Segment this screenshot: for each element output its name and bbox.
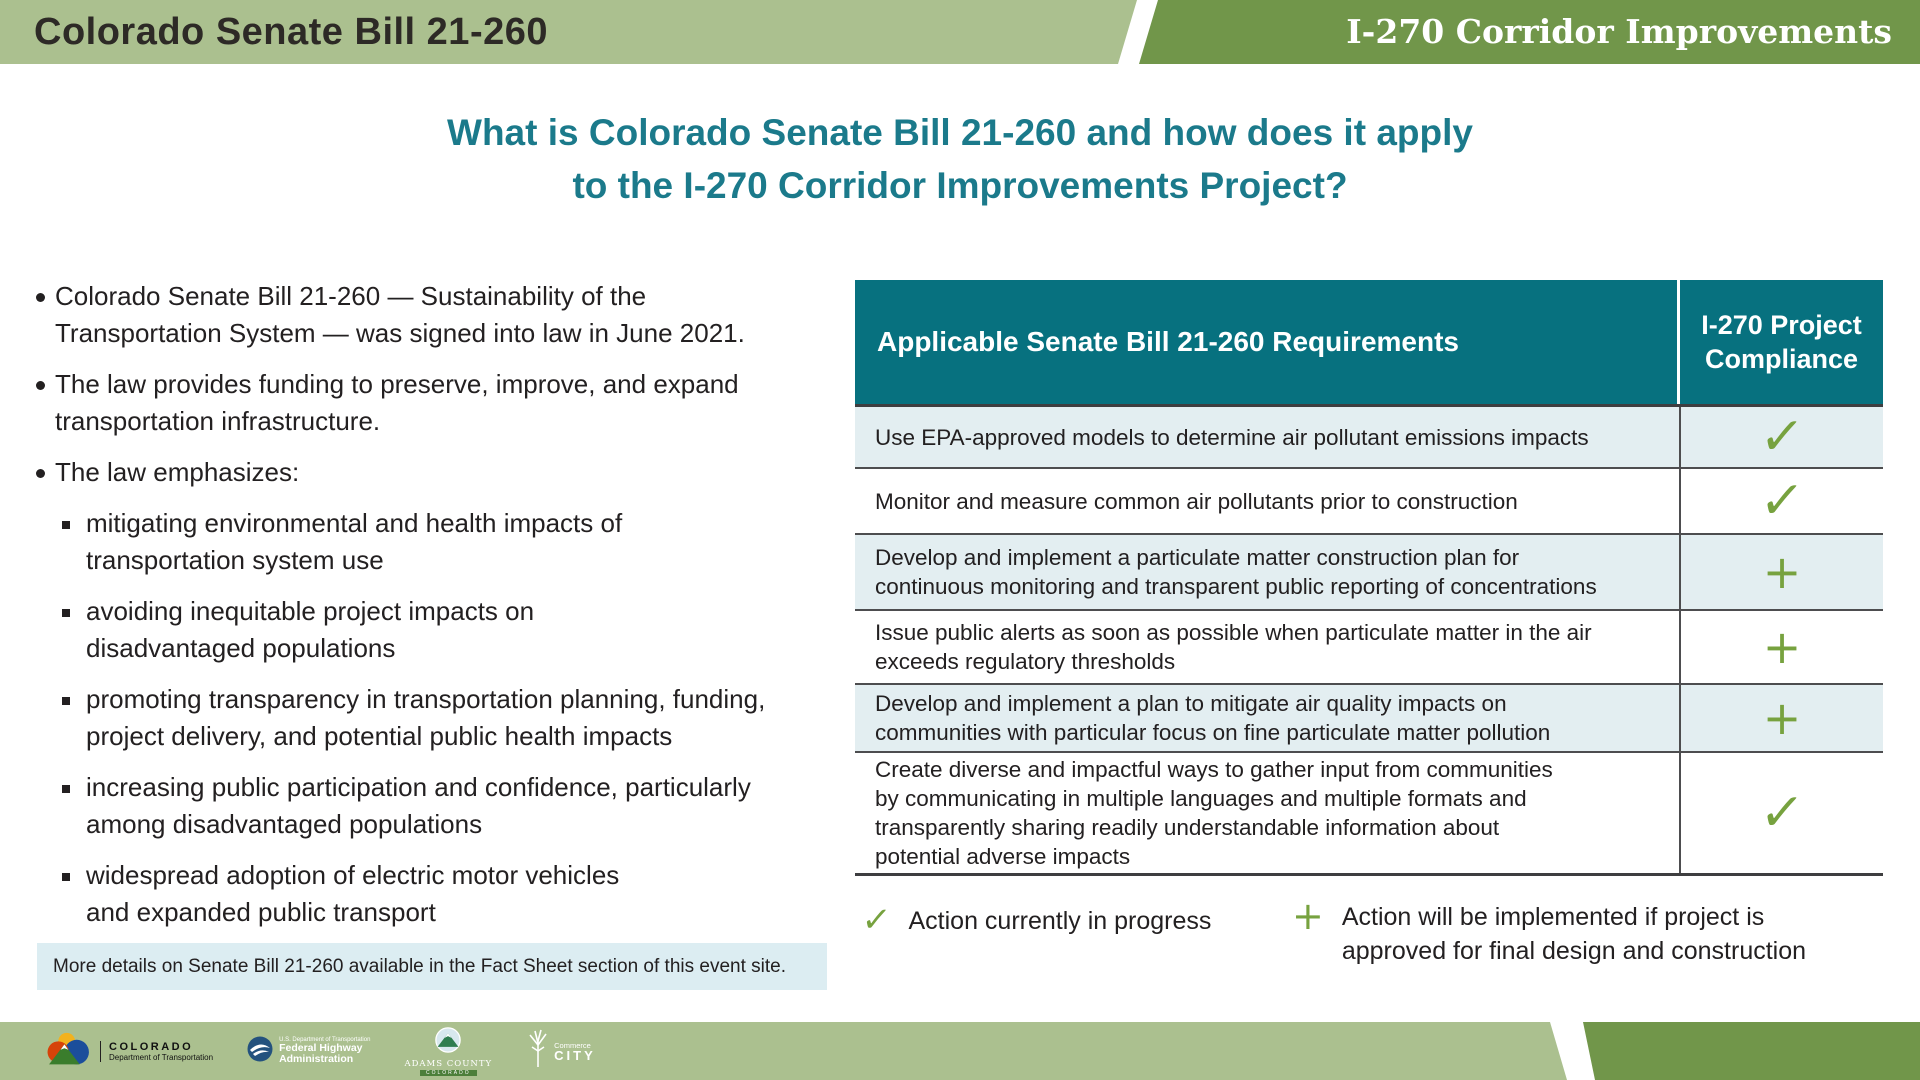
requirement-cell: [855, 753, 1681, 873]
legend-check: [859, 900, 1212, 940]
commerce-city-logo: [526, 1029, 596, 1074]
bullet-text: avoiding inequitable project impacts on: [86, 596, 535, 626]
requirement-text: Develop and implement a particulate matter construction plan for: [875, 545, 1520, 570]
bullet-item: [30, 366, 840, 440]
bullet-text: and expanded public transport: [86, 897, 436, 927]
plus-icon: +: [1762, 620, 1802, 674]
footer-band: [0, 1022, 1920, 1080]
table-header-requirements: Applicable Senate Bill 21-260 Requirements: [855, 280, 1680, 404]
bullet-marker: [62, 785, 70, 793]
requirement-text: Use EPA-approved models to determine air pollutant emissions impacts: [875, 424, 1589, 450]
cdot-logo: [46, 1030, 213, 1073]
plus-icon: +: [1762, 691, 1802, 745]
legend-check-label: Action currently in progress: [908, 907, 1212, 935]
bullet-text: project delivery, and potential public health impacts: [86, 721, 673, 751]
bullet-marker: [62, 873, 70, 881]
commerce-city-line2: CITY: [554, 1047, 596, 1063]
fhwa-agency: U.S. Department of Transportation: [279, 1037, 371, 1043]
bullet-text: The law provides funding to preserve, improve, and expand: [55, 369, 739, 399]
bullet-text: transportation infrastructure.: [55, 406, 381, 436]
bullet-text: increasing public participation and confidence, particularly: [86, 772, 751, 802]
table-row: [855, 611, 1883, 685]
bullet-text: Colorado Senate Bill 21-260 — Sustainability of the: [55, 281, 647, 311]
legend-plus-line: approved for final design and construction: [1341, 937, 1807, 965]
adams-county-state: COLORADO: [420, 1070, 477, 1076]
compliance-cell: [1681, 407, 1883, 467]
check-icon: ✓: [859, 900, 893, 940]
requirement-text: by communicating in multiple languages and multiple formats and: [875, 786, 1527, 811]
fhwa-line2: Administration: [279, 1053, 354, 1065]
header-band: [0, 0, 1920, 64]
bullet-text: mitigating environmental and health impacts of: [86, 508, 623, 538]
slide-title-left: Colorado Senate Bill 21-260: [34, 11, 548, 53]
requirement-text: exceeds regulatory thresholds: [875, 649, 1176, 674]
bullet-text: transportation system use: [86, 545, 384, 575]
requirement-cell: [855, 685, 1681, 751]
bullet-marker: [62, 697, 70, 705]
plus-icon: +: [1292, 894, 1324, 938]
fhwa-logo: [247, 1036, 370, 1067]
requirement-text: communities with particular focus on fine particulate matter pollution: [875, 720, 1551, 745]
note-text: More details on Senate Bill 21-260 available in the Fact Sheet section of this event site.: [53, 955, 786, 977]
compliance-cell: [1681, 611, 1883, 683]
compliance-cell: [1681, 469, 1883, 533]
plus-icon: +: [1762, 545, 1802, 599]
table-body: [855, 404, 1883, 876]
check-icon: ✓: [1757, 783, 1807, 843]
check-icon: ✓: [1757, 407, 1807, 467]
bullet-text: The law emphasizes:: [55, 457, 300, 487]
fhwa-icon: [247, 1036, 273, 1067]
requirement-cell: [855, 611, 1681, 683]
adams-county-name: ADAMS COUNTY: [404, 1058, 493, 1069]
requirement-text: Create diverse and impactful ways to gather input from communities: [875, 757, 1553, 782]
table-header-compliance: I-270 Project Compliance: [1701, 310, 1862, 374]
adams-county-icon: [435, 1027, 461, 1058]
commerce-city-wordmark: [554, 1041, 596, 1062]
commerce-city-icon: [526, 1029, 550, 1074]
bullet-marker: [36, 381, 45, 390]
bullet-item: [30, 454, 840, 491]
cdot-subtitle: Department of Transportation: [109, 1052, 214, 1062]
page-title: [0, 106, 1920, 212]
bullet-item: [62, 593, 840, 667]
bullet-item: [62, 505, 840, 579]
bullet-list: [30, 278, 840, 945]
project-title-right: I-270 Corridor Improvements: [1346, 12, 1892, 51]
table-row: [855, 469, 1883, 535]
legend-plus-label: [1342, 896, 1806, 968]
compliance-cell: [1681, 685, 1883, 751]
bullet-marker: [36, 469, 45, 478]
fhwa-line1: Federal Highway: [279, 1042, 363, 1054]
bullet-item: [62, 769, 840, 843]
table-row: [855, 535, 1883, 611]
legend-plus: [1292, 896, 1806, 968]
check-icon: ✓: [1757, 471, 1807, 531]
compliance-cell: [1681, 535, 1883, 609]
requirement-text: continuous monitoring and transparent public reporting of concentrations: [875, 574, 1597, 599]
requirement-text: potential adverse impacts: [875, 844, 1131, 869]
table-row: [855, 685, 1883, 753]
note-box: [37, 943, 827, 990]
compliance-table: [855, 280, 1883, 876]
bullet-text: disadvantaged populations: [86, 633, 396, 663]
bullet-text: among disadvantaged populations: [86, 809, 483, 839]
bullet-item: [62, 857, 840, 931]
cdot-wordmark: [100, 1041, 213, 1062]
bullet-marker: [62, 609, 70, 617]
requirement-text: Develop and implement a plan to mitigate air quality impacts on: [875, 691, 1507, 716]
bullet-marker: [62, 521, 70, 529]
cdot-title: COLORADO: [109, 1040, 194, 1053]
bullet-text: widespread adoption of electric motor vehicles: [86, 860, 620, 890]
bullet-item: [30, 278, 840, 352]
table-header-row: [855, 280, 1883, 404]
table-row: [855, 753, 1883, 873]
requirement-cell: [855, 535, 1681, 609]
footer-logos: [46, 1022, 596, 1080]
page-title-line2: to the I-270 Corridor Improvements Project?: [572, 165, 1348, 206]
bullet-marker: [36, 293, 45, 302]
requirement-text: Issue public alerts as soon as possible when particulate matter in the air: [875, 620, 1592, 645]
cdot-icon: [46, 1030, 92, 1073]
legend-plus-line: Action will be implemented if project is: [1341, 903, 1765, 931]
bullet-item: [62, 681, 840, 755]
requirement-cell: [855, 407, 1681, 467]
bullet-text: promoting transparency in transportation planning, funding,: [86, 684, 766, 714]
commerce-city-line1: Commerce: [554, 1040, 591, 1050]
compliance-cell: [1681, 753, 1883, 873]
fhwa-wordmark: [279, 1037, 370, 1065]
bullet-text: Transportation System — was signed into law in June 2021.: [55, 318, 745, 348]
table-row: [855, 407, 1883, 469]
adams-county-logo: [404, 1027, 492, 1076]
page-title-line1: What is Colorado Senate Bill 21-260 and how does it apply: [447, 112, 1473, 153]
requirement-text: transparently sharing readily understandable information about: [875, 815, 1500, 840]
requirement-text: Monitor and measure common air pollutants prior to construction: [875, 488, 1518, 514]
requirement-cell: [855, 469, 1681, 533]
